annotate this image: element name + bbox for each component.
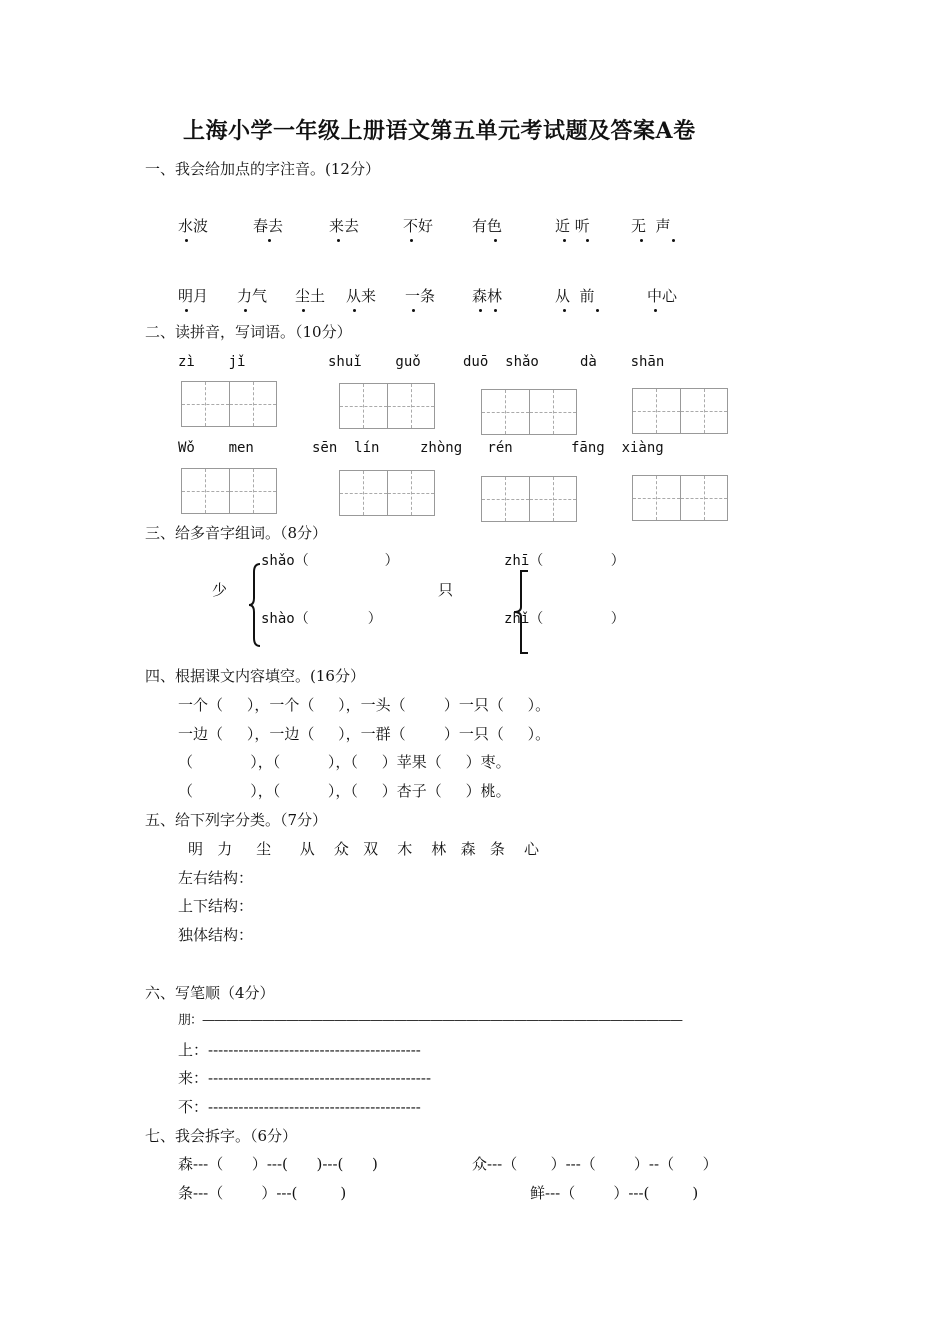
pinyin-label: sēn lín (312, 440, 380, 456)
fill-blank-line: 一边（ ），一边（ ），一群（ ）一只（ ）。 (178, 725, 551, 743)
stroke-order-line: 上：------------------------------------------ (178, 1041, 421, 1059)
polyphone-char: 只 (438, 581, 454, 599)
s1-word: 中心 (647, 287, 678, 305)
split-char-line: 森---（ ）---( )---( ) (178, 1155, 378, 1173)
s1-word: 力气 (237, 287, 268, 305)
emphasis-dot (268, 239, 271, 242)
fill-blank-line: （ ），（ ），（ ）苹果（ ）枣。 (178, 753, 511, 771)
section-3-heading: 三、给多音字组词。（8分） (145, 524, 328, 542)
s1-word: 无 声 (631, 217, 671, 235)
emphasis-dot (302, 309, 305, 312)
s1-word: 水波 (178, 217, 209, 235)
section-6-heading: 六、写笔顺（4分） (145, 984, 275, 1002)
emphasis-dot (640, 239, 643, 242)
writing-grid[interactable] (481, 476, 577, 522)
pinyin-label: Wǒ men (178, 440, 254, 456)
emphasis-dot (494, 239, 497, 242)
s1-word: 尘土 (295, 287, 326, 305)
fill-blank-line: （ ），（ ），（ ）杏子（ ）桃。 (178, 782, 511, 800)
writing-grid[interactable] (632, 388, 728, 434)
split-char-line: 众---（ ）---（ ）--（ ） (472, 1155, 718, 1173)
section-4-heading: 四、根据课文内容填空。(16分） (145, 667, 365, 685)
emphasis-dot (410, 239, 413, 242)
emphasis-dot (494, 309, 497, 312)
emphasis-dot (479, 309, 482, 312)
s1-word: 从 前 (555, 287, 595, 305)
writing-grid[interactable] (181, 381, 277, 427)
section-5-heading: 五、给下列字分类。（7分） (145, 811, 328, 829)
emphasis-dot (586, 239, 589, 242)
s1-word: 春去 (253, 217, 284, 235)
structure-label: 独体结构： (178, 926, 254, 944)
fill-blank-line: 一个（ ），一个（ ），一头（ ）一只（ ）。 (178, 696, 551, 714)
emphasis-dot (596, 309, 599, 312)
polyphone-entry: zhǐ（ ） (504, 611, 625, 627)
s1-word: 有色 (472, 217, 503, 235)
pinyin-label: fāng xiàng (571, 440, 664, 456)
stroke-order-line: 来：-------------------------------------------- (178, 1069, 432, 1087)
structure-label: 上下结构： (178, 897, 254, 915)
s1-word: 森林 (472, 287, 503, 305)
section-2-heading: 二、读拼音，写词语。（10分） (145, 323, 352, 341)
s1-word: 从来 (346, 287, 377, 305)
split-char-line: 鲜---（ ）---( ) (530, 1184, 699, 1202)
writing-grid[interactable] (481, 389, 577, 435)
section-1-heading: 一、我会给加点的字注音。(12分） (145, 160, 380, 178)
structure-label: 左右结构： (178, 869, 254, 887)
pinyin-label: shuǐ guǒ (328, 354, 421, 370)
stroke-order-line: 不：------------------------------------------ (178, 1098, 421, 1116)
writing-grid[interactable] (339, 383, 435, 429)
emphasis-dot (672, 239, 675, 242)
pinyin-label: zì jǐ (178, 354, 246, 370)
emphasis-dot (185, 239, 188, 242)
left-brace (248, 562, 262, 648)
s1-word: 不好 (403, 217, 434, 235)
s1-word: 明月 (178, 287, 209, 305)
emphasis-dot (412, 309, 415, 312)
writing-grid[interactable] (181, 468, 277, 514)
emphasis-dot (563, 239, 566, 242)
writing-grid[interactable] (632, 475, 728, 521)
polyphone-entry: zhī（ ） (504, 553, 625, 569)
page-title: 上海小学一年级上册语文第五单元考试题及答案A卷 (183, 118, 696, 144)
polyphone-entry: shào（ ） (261, 611, 382, 627)
polyphone-entry: shǎo（ ） (261, 553, 399, 569)
pinyin-label: duō shǎo (463, 354, 539, 370)
writing-grid[interactable] (339, 470, 435, 516)
emphasis-dot (563, 309, 566, 312)
s1-word: 来去 (329, 217, 360, 235)
stroke-order-line: 朋：———————————————————————————————————————— (178, 1013, 683, 1028)
s1-word: 近 听 (555, 217, 590, 235)
polyphone-char: 少 (212, 581, 228, 599)
split-char-line: 条---（ ）---( ) (178, 1184, 347, 1202)
emphasis-dot (337, 239, 340, 242)
emphasis-dot (353, 309, 356, 312)
char-list: 明 力 尘 从 众 双 木 林 森 条 心 (188, 840, 539, 858)
emphasis-dot (185, 309, 188, 312)
emphasis-dot (244, 309, 247, 312)
s1-word: 一条 (405, 287, 436, 305)
pinyin-label: zhòng rén (420, 440, 513, 456)
pinyin-label: dà shān (580, 354, 665, 370)
emphasis-dot (654, 309, 657, 312)
section-7-heading: 七、我会拆字。（6分） (145, 1127, 298, 1145)
